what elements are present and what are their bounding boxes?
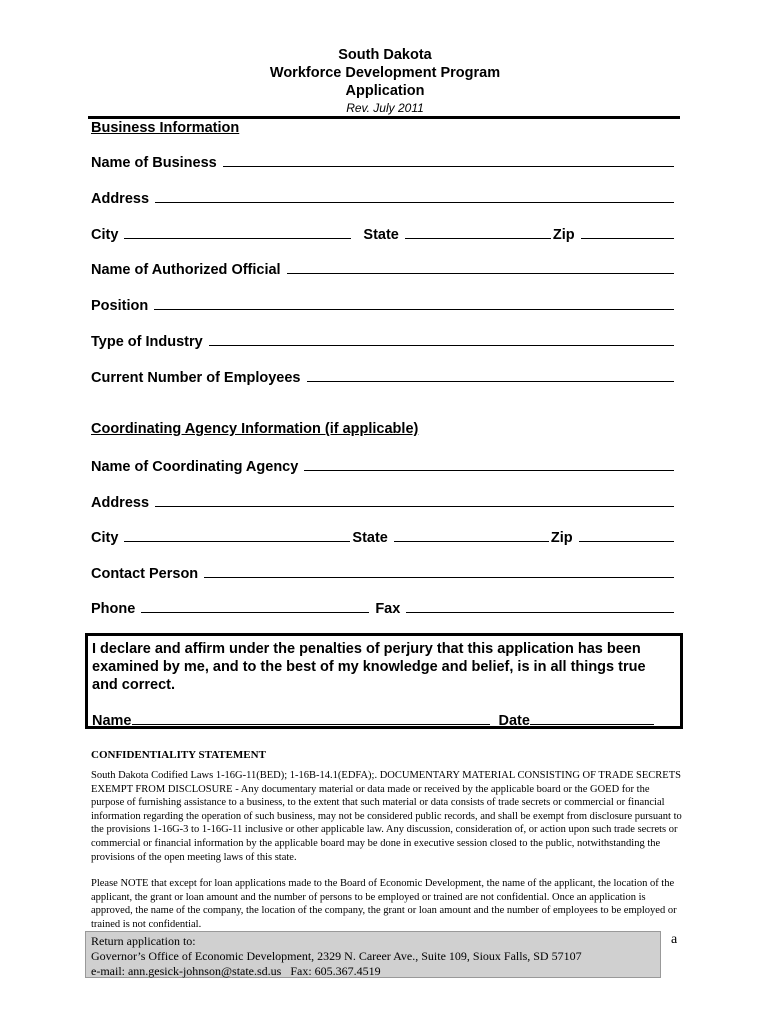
- position-field[interactable]: [154, 307, 674, 310]
- agency-name-field[interactable]: [304, 468, 674, 471]
- contact-field[interactable]: [204, 575, 674, 578]
- contact-row: [91, 562, 674, 582]
- header-state: South Dakota: [338, 47, 432, 63]
- declaration-text: I declare and affirm under the penalties of perjury that this application has been examined by me, and to the best of my knowledge and belief, is in all things true and correct.: [92, 641, 646, 693]
- official-row: [91, 258, 674, 278]
- fax-field[interactable]: [406, 610, 674, 613]
- signature-date-field[interactable]: [530, 722, 654, 725]
- header-title: Application: [345, 83, 425, 99]
- header-program: Workforce Development Program: [269, 65, 501, 81]
- revision-date: Rev. July 2011: [346, 101, 424, 115]
- confidentiality-title: CONFIDENTIALITY STATEMENT: [91, 749, 266, 761]
- signature-name-label: Name: [92, 713, 132, 729]
- agency-city-label: City: [91, 530, 119, 546]
- agency-state-label: State: [352, 530, 388, 546]
- signature-row: [92, 709, 662, 729]
- business-city-row: [91, 223, 674, 243]
- return-line-address: Governor’s Office of Economic Development, 2329 N. Career Ave., Suite 109, Sioux Falls, SD 57107: [91, 949, 582, 963]
- return-address-box: [85, 931, 661, 978]
- business-state-label: State: [363, 227, 399, 243]
- agency-state-field[interactable]: [394, 539, 549, 542]
- business-address-row: [91, 187, 674, 207]
- signature-date-label: Date: [498, 713, 530, 729]
- business-zip-field[interactable]: [581, 236, 674, 239]
- employees-label: Current Number of Employees: [91, 370, 301, 386]
- return-line-contact: e-mail: ann.gesick-johnson@state.sd.us Fax: 605.367.4519: [91, 964, 381, 978]
- business-state-field[interactable]: [405, 236, 551, 239]
- phone-label: Phone: [91, 601, 136, 617]
- declaration-box: [85, 633, 683, 729]
- contact-label: Contact Person: [91, 566, 199, 582]
- agency-zip-label: Zip: [550, 530, 573, 546]
- business-address-field[interactable]: [155, 200, 674, 203]
- industry-row: [91, 330, 674, 350]
- business-city-field[interactable]: [124, 236, 351, 239]
- position-label: Position: [91, 298, 149, 314]
- industry-label: Type of Industry: [91, 334, 203, 350]
- agency-address-label: Address: [91, 495, 150, 511]
- header-rule: [88, 116, 680, 119]
- business-name-label: Name of Business: [91, 155, 217, 171]
- employees-field[interactable]: [307, 379, 675, 382]
- phone-field[interactable]: [141, 610, 369, 613]
- stray-character: a: [671, 932, 678, 947]
- employees-row: [91, 366, 674, 386]
- agency-heading: Coordinating Agency Information (if applicable): [91, 421, 419, 437]
- business-zip-label: Zip: [552, 227, 575, 243]
- phone-fax-row: [91, 597, 674, 617]
- agency-city-row: [91, 526, 674, 546]
- business-heading: Business Information: [91, 120, 240, 136]
- official-label: Name of Authorized Official: [91, 262, 281, 278]
- business-name-row: [91, 151, 674, 171]
- return-line-heading: Return application to:: [91, 934, 196, 948]
- industry-field[interactable]: [209, 343, 674, 346]
- fax-label: Fax: [375, 601, 401, 617]
- agency-name-label: Name of Coordinating Agency: [91, 459, 299, 475]
- disclosure-note-paragraph: Please NOTE that except for loan applications made to the Board of Economic Development, the name of the applicant, the location of the applicant, the grant or loan amount and the number of persons to be employed or trained are not confidential. Once an application is approved, the name of the company, the location of the company, the grant or loan amount and the number of employees to be employed or trained is not confidential.: [91, 878, 677, 930]
- business-city-label: City: [91, 227, 119, 243]
- confidentiality-paragraph: South Dakota Codified Laws 1-16G-11(BED); 1-16B-14.1(EDFA);. DOCUMENTARY MATERIAL CONSISTING OF TRADE SECRETS EXEMPT FROM DISCLOSURE - Any documentary material or data made or received by the applicable board or the GOED for the purpose of furnishing assistance to a business, to the extent that such material or data consists of trade secrets or commercial or financial information regarding the operation of such business, may not be considered public records, and shall be exempt from disclosure pursuant to the provisions 1-16G-3 to 1-16G-11 inclusive or other applicable law. Any discussion, consideration of, or action upon such trade secrets or commercial or financial information by the applicable board may be done in executive session closed to the public, notwithstanding the provisions of the open meeting laws of this state.: [91, 770, 682, 863]
- official-field[interactable]: [287, 271, 674, 274]
- agency-address-field[interactable]: [155, 504, 674, 507]
- agency-city-field[interactable]: [124, 539, 350, 542]
- business-name-field[interactable]: [223, 164, 674, 167]
- agency-zip-field[interactable]: [579, 539, 674, 542]
- position-row: [91, 294, 674, 314]
- business-address-label: Address: [91, 191, 150, 207]
- agency-address-row: [91, 491, 674, 511]
- signature-name-field[interactable]: [132, 722, 490, 725]
- agency-name-row: [91, 455, 674, 475]
